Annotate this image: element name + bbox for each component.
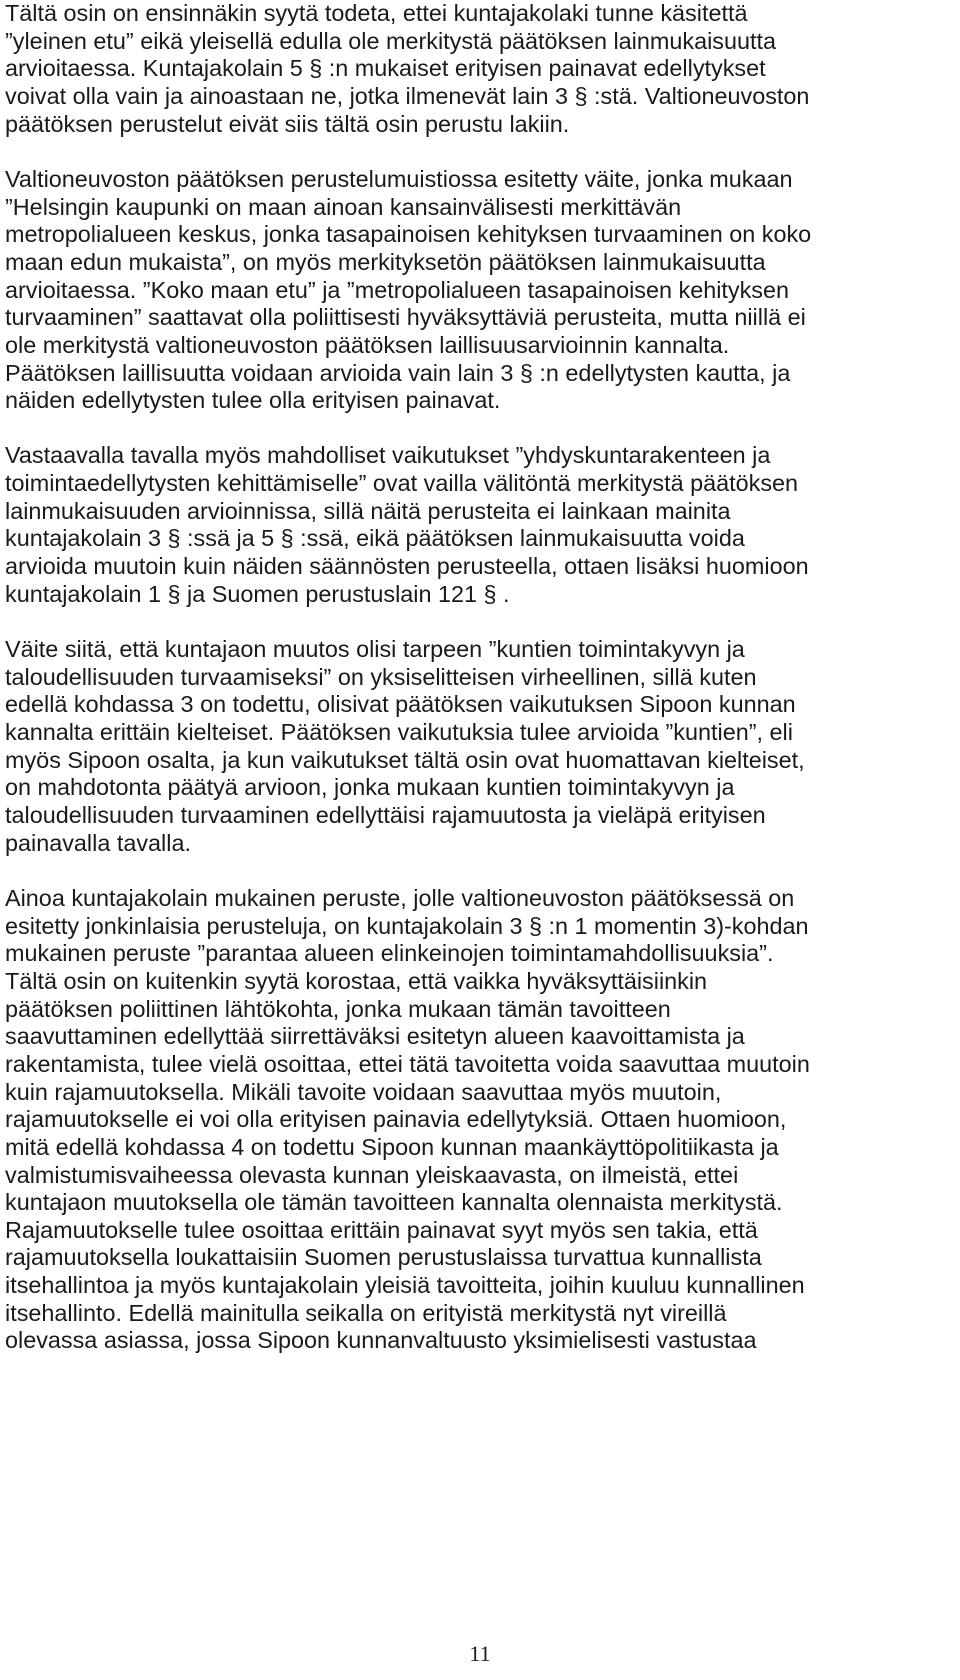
text-line: Ainoa kuntajakolain mukainen peruste, jolle valtioneuvoston päätöksessä on: [5, 884, 795, 911]
text-line: mukainen peruste ”parantaa alueen elinkeinojen toimintamahdollisuuksia”.: [5, 940, 774, 967]
text-line: Päätöksen laillisuutta voidaan arvioida vain lain 3 § :n edellytysten kautta, ja: [5, 359, 791, 386]
paragraph-1: [5, 0, 955, 138]
text-line: kuntajakolain 1 § ja Suomen perustuslain 121 § .: [5, 580, 510, 607]
text-line: kannalta erittäin kielteiset. Päätöksen vaikutuksia tulee arvioida ”kuntien”, eli: [5, 719, 793, 746]
text-line: kuntajaon muutoksella ole tämän tavoitteen kannalta olennaista merkitystä.: [5, 1189, 783, 1216]
page-number: 11: [469, 1641, 491, 1666]
text-line: ”Helsingin kaupunki on maan ainoan kansainvälisesti merkittävän: [5, 193, 682, 220]
text-line: itsehallinto. Edellä mainitulla seikalla on erityistä merkitystä nyt vireillä: [5, 1299, 727, 1326]
text-line: päätöksen poliittinen lähtökohta, jonka mukaan tämän tavoitteen: [5, 995, 671, 1022]
text-line: näiden edellytysten tulee olla erityisen painavat.: [5, 387, 501, 414]
text-line: Tältä osin on kuitenkin syytä korostaa, että vaikka hyväksyttäisiinkin: [5, 967, 708, 994]
text-line: on mahdotonta päätyä arvioon, jonka mukaan kuntien toimintakyvyn ja: [5, 774, 735, 801]
text-line: metropolialueen keskus, jonka tasapainoisen kehityksen turvaaminen on koko: [5, 221, 812, 248]
text-line: voivat olla vain ja ainoastaan ne, jotka ilmenevät lain 3 § :stä. Valtioneuvoston: [5, 82, 810, 109]
text-line: taloudellisuuden turvaamiseksi” on yksiselitteisen virheellinen, sillä kuten: [5, 663, 757, 690]
text-line: myös Sipoon osalta, ja kun vaikutukset tältä osin ovat huomattavan kielteiset,: [5, 746, 805, 773]
text-line: ole merkitystä valtioneuvoston päätöksen laillisuusarvioinnin kannalta.: [5, 331, 730, 358]
text-line: arvioitaessa. Kuntajakolain 5 § :n mukaiset erityisen painavat edellytykset: [5, 55, 766, 82]
text-line: Vastaavalla tavalla myös mahdolliset vaikutukset ”yhdyskuntarakenteen ja: [5, 442, 771, 469]
text-line: Tältä osin on ensinnäkin syytä todeta, ettei kuntajakolaki tunne käsitettä: [5, 0, 748, 26]
text-line: turvaaminen” saattavat olla poliittisesti hyväksyttäviä perusteita, mutta niillä ei: [5, 304, 806, 331]
text-line: arvioitaessa. ”Koko maan etu” ja ”metropolialueen tasapainoisen kehityksen: [5, 276, 790, 303]
text-line: Rajamuutokselle tulee osoittaa erittäin painavat syyt myös sen takia, että: [5, 1216, 758, 1243]
text-line: edellä kohdassa 3 on todettu, olisivat päätöksen vaikutuksen Sipoon kunnan: [5, 691, 796, 718]
text-line: ”yleinen etu” eikä yleisellä edulla ole merkitystä päätöksen lainmukaisuutta: [5, 27, 777, 54]
text-line: painavalla tavalla.: [5, 829, 191, 856]
text-line: saavuttaminen edellyttää siirrettäväksi esitetyn alueen kaavoittamista ja: [5, 1023, 745, 1050]
text-line: lainmukaisuuden arvioinnissa, sillä näitä perusteita ei lainkaan mainita: [5, 497, 731, 524]
body-text: [5, 0, 955, 1383]
text-line: valmistumisvaiheessa olevasta kunnan yleiskaavasta, on ilmeistä, ettei: [5, 1161, 739, 1188]
text-line: rajamuutokselle ei voi olla erityisen painavia edellytyksiä. Ottaen huomioon,: [5, 1106, 787, 1133]
paragraph-5: [5, 885, 955, 1355]
text-line: Väite siitä, että kuntajaon muutos olisi tarpeen ”kuntien toimintakyvyn ja: [5, 636, 745, 663]
text-line: esitetty jonkinlaisia perusteluja, on kuntajakolain 3 § :n 1 momentin 3)-kohdan: [5, 912, 809, 939]
text-line: rajamuutoksella loukattaisiin Suomen perustuslaissa turvattua kunnallista: [5, 1244, 762, 1271]
text-line: arvioida muutoin kuin näiden säännösten perusteella, ottaen lisäksi huomioon: [5, 553, 809, 580]
text-line: toimintaedellytysten kehittämiselle” ovat vailla välitöntä merkitystä päätöksen: [5, 470, 799, 497]
paragraph-2: [5, 166, 955, 415]
text-line: maan edun mukaista”, on myös merkityksetön päätöksen lainmukaisuutta: [5, 248, 766, 275]
text-line: rakentamista, tulee vielä osoittaa, ettei tätä tavoitetta voida saavuttaa muutoin: [5, 1050, 810, 1077]
text-line: kuin rajamuutoksella. Mikäli tavoite voidaan saavuttaa myös muutoin,: [5, 1078, 722, 1105]
text-line: Valtioneuvoston päätöksen perustelumuistiossa esitetty väite, jonka mukaan: [5, 165, 793, 192]
text-line: olevassa asiassa, jossa Sipoon kunnanvaltuusto yksimielisesti vastustaa: [5, 1327, 757, 1354]
text-line: mitä edellä kohdassa 4 on todettu Sipoon kunnan maankäyttöpolitiikasta ja: [5, 1133, 779, 1160]
text-line: päätöksen perustelut eivät siis tältä osin perustu lakiin.: [5, 110, 570, 137]
paragraph-4: [5, 636, 955, 857]
text-line: kuntajakolain 3 § :ssä ja 5 § :ssä, eikä päätöksen lainmukaisuutta voida: [5, 525, 745, 552]
paragraph-3: [5, 442, 955, 608]
text-line: itsehallintoa ja myös kuntajakolain yleisiä tavoitteita, joihin kuuluu kunnallinen: [5, 1272, 805, 1299]
text-line: taloudellisuuden turvaaminen edellyttäisi rajamuutosta ja vieläpä erityisen: [5, 801, 766, 828]
